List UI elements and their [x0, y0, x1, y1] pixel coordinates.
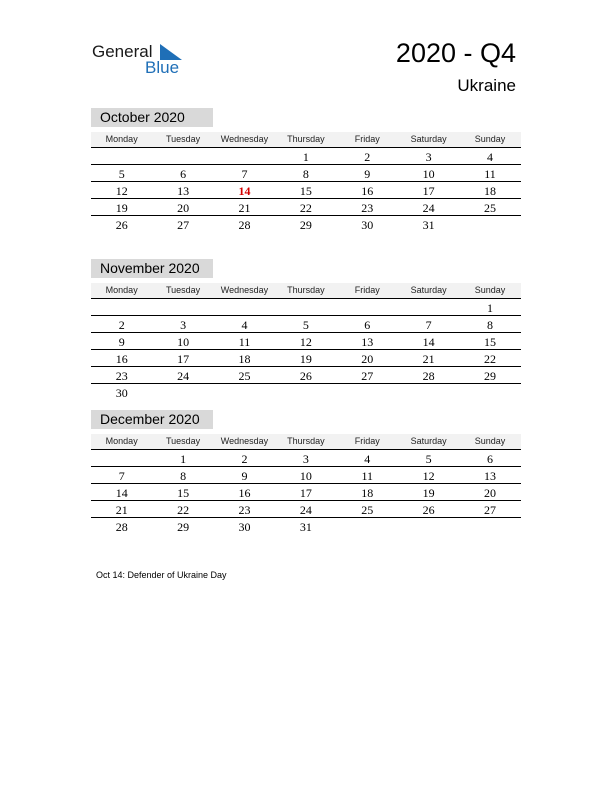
week-row: [91, 333, 521, 350]
day-cell: 2: [364, 150, 371, 164]
day-cell: [459, 518, 520, 534]
week-row: [91, 367, 521, 384]
day-cell: [214, 148, 275, 164]
day-cell: 13: [361, 335, 374, 349]
day-cell: 12: [299, 335, 312, 349]
day-cell: 13: [177, 184, 190, 198]
logo-text-blue: Blue: [145, 58, 180, 77]
day-cell: 19: [422, 486, 435, 500]
week-row: [91, 350, 521, 367]
day-cell: 30: [361, 218, 374, 232]
day-cell: 1: [487, 301, 494, 315]
day-cell: 28: [115, 520, 128, 534]
day-cell: 8: [302, 167, 309, 181]
day-cell: [275, 299, 336, 315]
day-cell: 23: [238, 503, 251, 517]
day-cell: [337, 299, 398, 315]
month-title: December 2020: [91, 410, 213, 429]
day-cell: 10: [299, 469, 312, 483]
day-cell: 9: [241, 469, 248, 483]
day-cell: 3: [180, 318, 187, 332]
day-cell: 2: [118, 318, 125, 332]
weekday-label: Tuesday: [165, 134, 201, 144]
week-row: [91, 148, 521, 165]
day-cell: [275, 384, 336, 400]
day-cell: 6: [180, 167, 187, 181]
day-cell: 19: [299, 352, 312, 366]
day-cell: 16: [115, 352, 128, 366]
day-cell: [459, 384, 520, 400]
week-row: [91, 165, 521, 182]
week-row: [91, 467, 521, 484]
day-cell: 7: [118, 469, 125, 483]
weekday-label: Tuesday: [165, 285, 201, 295]
day-cell: 5: [425, 452, 432, 466]
day-cell: 4: [364, 452, 371, 466]
day-cell: 28: [422, 369, 435, 383]
day-cell: 28: [238, 218, 251, 232]
day-cell: 6: [364, 318, 371, 332]
day-cell: 12: [422, 469, 435, 483]
day-cell: [398, 299, 459, 315]
weekday-label: Tuesday: [165, 436, 201, 446]
weekday-label: Monday: [105, 285, 138, 295]
day-cell: 25: [361, 503, 374, 517]
day-cell: 1: [180, 452, 187, 466]
day-cell: 2: [241, 452, 248, 466]
weekday-label: Sunday: [474, 436, 506, 446]
day-cell: 21: [238, 201, 251, 215]
day-cell: 18: [238, 352, 251, 366]
day-cell: 26: [299, 369, 312, 383]
month-title: November 2020: [91, 259, 213, 278]
day-cell: 24: [177, 369, 190, 383]
day-cell: 7: [425, 318, 432, 332]
day-cell: [337, 518, 398, 534]
generalblue-logo: [92, 40, 192, 80]
day-cell: 31: [299, 520, 312, 534]
day-cell: 3: [425, 150, 432, 164]
weekday-label: Saturday: [410, 436, 447, 446]
day-cell: 8: [487, 318, 494, 332]
weekday-label: Friday: [354, 285, 380, 295]
weekday-label: Sunday: [474, 285, 506, 295]
day-cell: [91, 148, 152, 164]
day-cell: 17: [177, 352, 190, 366]
holiday-note: Oct 14: Defender of Ukraine Day: [96, 570, 227, 580]
country-label: Ukraine: [457, 76, 516, 95]
day-cell: 30: [115, 386, 128, 400]
week-row: [91, 316, 521, 333]
month-december: [91, 410, 521, 534]
day-cell: 30: [238, 520, 251, 534]
day-cell: 7: [241, 167, 248, 181]
month-title: October 2020: [91, 108, 213, 127]
weekday-label: Saturday: [410, 285, 447, 295]
day-cell: 21: [115, 503, 128, 517]
week-row: [91, 199, 521, 216]
day-cell: 11: [238, 335, 251, 349]
day-cell: 20: [177, 201, 190, 215]
day-cell: 10: [177, 335, 190, 349]
day-cell: 18: [361, 486, 374, 500]
day-cell: [91, 450, 152, 466]
day-cell: 29: [177, 520, 190, 534]
day-cell: [152, 148, 213, 164]
day-cell: 23: [361, 201, 374, 215]
day-cell: 27: [361, 369, 374, 383]
day-cell: 3: [302, 452, 309, 466]
day-cell: 24: [299, 503, 312, 517]
month-october: [91, 108, 521, 232]
day-cell: 19: [115, 201, 128, 215]
day-cell: 1: [302, 150, 309, 164]
day-cell: 15: [484, 335, 497, 349]
day-cell: 22: [484, 352, 497, 366]
page-title: 2020 - Q4: [395, 38, 516, 68]
weekday-label: Sunday: [474, 134, 506, 144]
day-cell: 26: [115, 218, 128, 232]
day-cell: 20: [484, 486, 497, 500]
day-cell: 14: [115, 486, 128, 500]
logo-text-general: General: [92, 42, 153, 61]
day-cell: 24: [422, 201, 435, 215]
day-cell: [459, 216, 520, 232]
month-november: [91, 259, 521, 400]
day-cell: 27: [484, 503, 497, 517]
week-row: [91, 182, 521, 199]
day-cell: 27: [177, 218, 190, 232]
weekday-header-row: [91, 132, 521, 148]
day-cell: 9: [118, 335, 125, 349]
day-cell: 5: [118, 167, 125, 181]
day-cell: 4: [241, 318, 248, 332]
day-cell: 25: [484, 201, 497, 215]
day-cell: 4: [487, 150, 494, 164]
day-cell: 6: [487, 452, 494, 466]
weekday-label: Monday: [105, 436, 138, 446]
weekday-header-row: [91, 434, 521, 450]
weekday-label: Thursday: [287, 285, 325, 295]
day-cell: 31: [422, 218, 435, 232]
day-cell: [91, 299, 152, 315]
day-cell: 16: [238, 486, 251, 500]
day-cell: 8: [180, 469, 187, 483]
day-cell: 22: [299, 201, 312, 215]
weekday-label: Monday: [105, 134, 138, 144]
day-cell: 18: [484, 184, 497, 198]
day-cell: [337, 384, 398, 400]
day-cell: 9: [364, 167, 371, 181]
week-row: [91, 518, 521, 534]
weekday-label: Friday: [354, 134, 380, 144]
day-cell: 15: [299, 184, 312, 198]
day-cell: 29: [299, 218, 312, 232]
week-row: [91, 501, 521, 518]
week-row: [91, 450, 521, 467]
weekday-label: Wednesday: [220, 436, 269, 446]
day-cell: 29: [484, 369, 497, 383]
day-cell: [398, 384, 459, 400]
day-cell: 21: [422, 352, 435, 366]
day-cell: 10: [422, 167, 435, 181]
weekday-label: Wednesday: [220, 285, 269, 295]
day-cell: 22: [177, 503, 190, 517]
day-cell: 16: [361, 184, 374, 198]
weekday-label: Friday: [354, 436, 380, 446]
week-row: [91, 484, 521, 501]
day-cell: 12: [115, 184, 128, 198]
week-row: [91, 299, 521, 316]
day-cell: 26: [422, 503, 435, 517]
day-cell: [214, 299, 275, 315]
day-cell: [214, 384, 275, 400]
day-cell: 25: [238, 369, 251, 383]
day-cell: 14: [422, 335, 435, 349]
day-cell: 17: [422, 184, 435, 198]
day-cell: 17: [299, 486, 312, 500]
weekday-label: Wednesday: [220, 134, 269, 144]
day-cell: 5: [302, 318, 309, 332]
weekday-label: Thursday: [287, 436, 325, 446]
day-cell: [152, 299, 213, 315]
day-cell: 11: [361, 469, 374, 483]
weekday-header-row: [91, 283, 521, 299]
week-row: [91, 216, 521, 232]
day-cell: 13: [484, 469, 497, 483]
day-cell: [398, 518, 459, 534]
day-cell: 20: [361, 352, 374, 366]
day-cell: [152, 384, 213, 400]
day-cell: 11: [484, 167, 496, 181]
day-cell: 15: [177, 486, 190, 500]
week-row: [91, 384, 521, 400]
holiday-day-cell: 14: [238, 184, 251, 198]
weekday-label: Saturday: [410, 134, 447, 144]
day-cell: 23: [115, 369, 128, 383]
weekday-label: Thursday: [287, 134, 325, 144]
